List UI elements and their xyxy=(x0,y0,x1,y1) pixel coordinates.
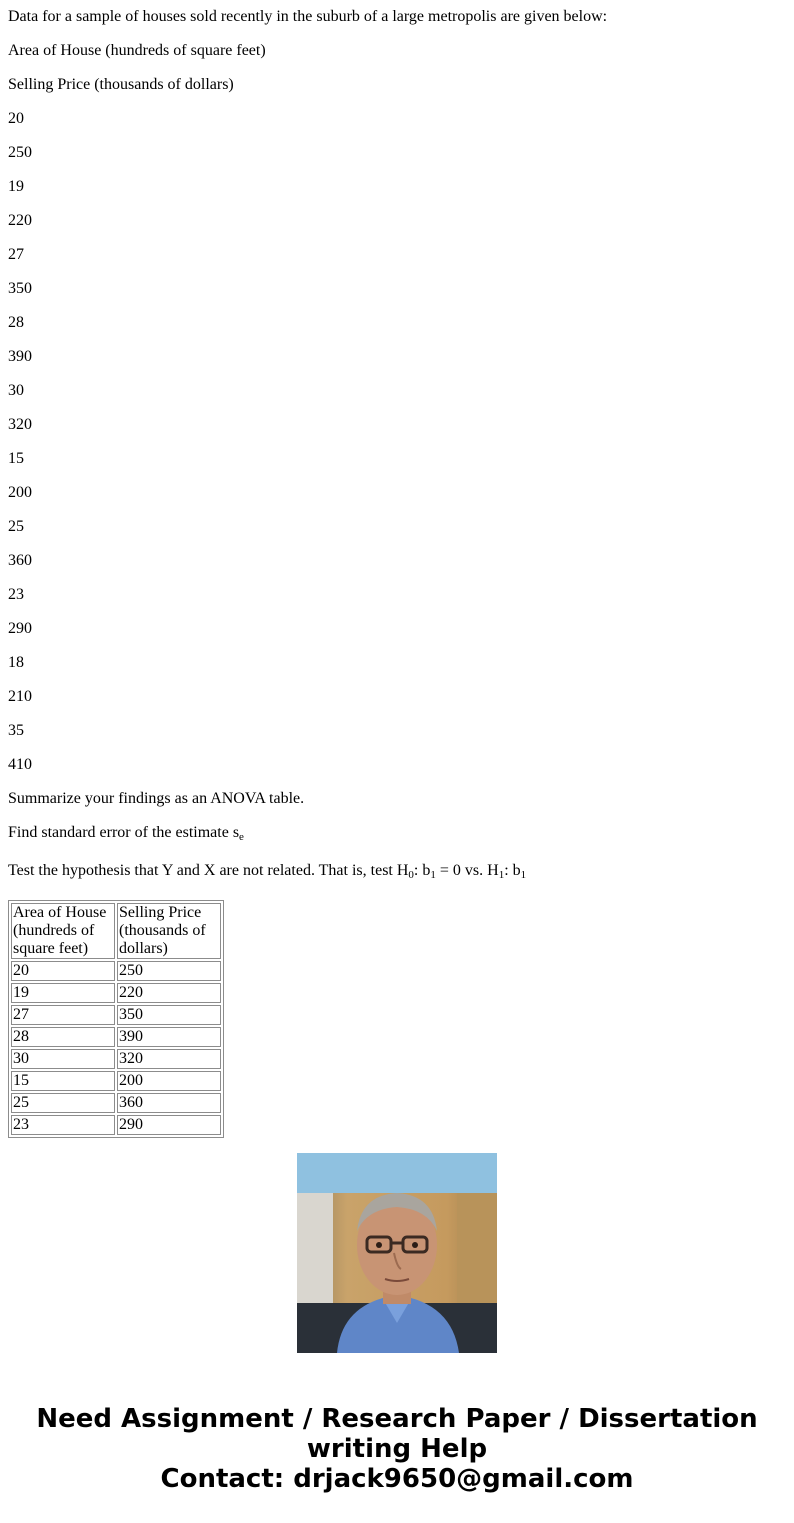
author-portrait-image xyxy=(297,1153,497,1353)
table-row xyxy=(11,1093,221,1113)
table-row xyxy=(11,1005,221,1025)
table-row xyxy=(11,1115,221,1135)
question-anova: Summarize your findings as an ANOVA table. xyxy=(8,790,305,807)
table-cell: 28 xyxy=(11,1027,115,1047)
house-data-table xyxy=(8,900,224,1138)
table-row xyxy=(11,1071,221,1091)
table-row xyxy=(11,961,221,981)
table-cell: 25 xyxy=(11,1093,115,1113)
table-cell: 27 xyxy=(11,1005,115,1025)
value-line: 360 xyxy=(8,552,32,569)
footer-line: Need Assignment / Research Paper / Dissertation xyxy=(36,1404,758,1434)
footer-contact xyxy=(0,1404,794,1494)
question-standard-error: Find standard error of the estimate $s_e$ xyxy=(8,824,244,843)
table-header-cell: Area of House (hundreds of square feet) xyxy=(11,903,115,959)
table-cell: 290 xyxy=(117,1115,221,1135)
table-cell: 220 xyxy=(117,983,221,1003)
intro-text: Data for a sample of houses sold recently in the suburb of a large metropolis are given below: xyxy=(8,8,608,25)
value-line: 220 xyxy=(8,212,32,229)
author-avatar xyxy=(297,1153,497,1353)
table-row xyxy=(11,983,221,1003)
value-line: 200 xyxy=(8,484,32,501)
table-cell: 390 xyxy=(117,1027,221,1047)
value-line: 30 xyxy=(8,382,24,399)
table-header-cell: Selling Price (thousands of dollars) xyxy=(117,903,221,959)
value-line: 28 xyxy=(8,314,24,331)
value-line: 19 xyxy=(8,178,24,195)
value-line: 25 xyxy=(8,518,24,535)
table-cell: 30 xyxy=(11,1049,115,1069)
question-hypothesis-test: Test the hypothesis that Y and X are not related. That is, test $H_0$: $b_1 = 0$ vs. $H_1$: $b_1$ xyxy=(8,862,527,881)
value-line: 18 xyxy=(8,654,24,671)
table-cell: 320 xyxy=(117,1049,221,1069)
value-line: 410 xyxy=(8,756,32,773)
table-cell: 15 xyxy=(11,1071,115,1091)
value-line: 27 xyxy=(8,246,24,263)
table-cell: 350 xyxy=(117,1005,221,1025)
table-cell: 200 xyxy=(117,1071,221,1091)
table-row xyxy=(11,1049,221,1069)
value-line: 290 xyxy=(8,620,32,637)
header-price-text: Selling Price (thousands of dollars) xyxy=(8,76,234,93)
header-area-text: Area of House (hundreds of square feet) xyxy=(8,42,266,59)
value-line: 23 xyxy=(8,586,24,603)
value-line: 20 xyxy=(8,110,24,127)
value-line: 210 xyxy=(8,688,32,705)
table-row xyxy=(11,1027,221,1047)
table-header-row xyxy=(11,903,221,959)
table-cell: 23 xyxy=(11,1115,115,1135)
footer-contact-email: Contact: drjack9650@gmail.com xyxy=(160,1464,634,1494)
table-cell: 250 xyxy=(117,961,221,981)
value-line: 390 xyxy=(8,348,32,365)
table-cell: 19 xyxy=(11,983,115,1003)
table-cell: 20 xyxy=(11,961,115,981)
table-cell: 360 xyxy=(117,1093,221,1113)
footer-line: writing Help xyxy=(306,1434,488,1464)
value-line: 320 xyxy=(8,416,32,433)
value-line: 250 xyxy=(8,144,32,161)
value-line: 15 xyxy=(8,450,24,467)
value-line: 350 xyxy=(8,280,32,297)
value-line: 35 xyxy=(8,722,24,739)
